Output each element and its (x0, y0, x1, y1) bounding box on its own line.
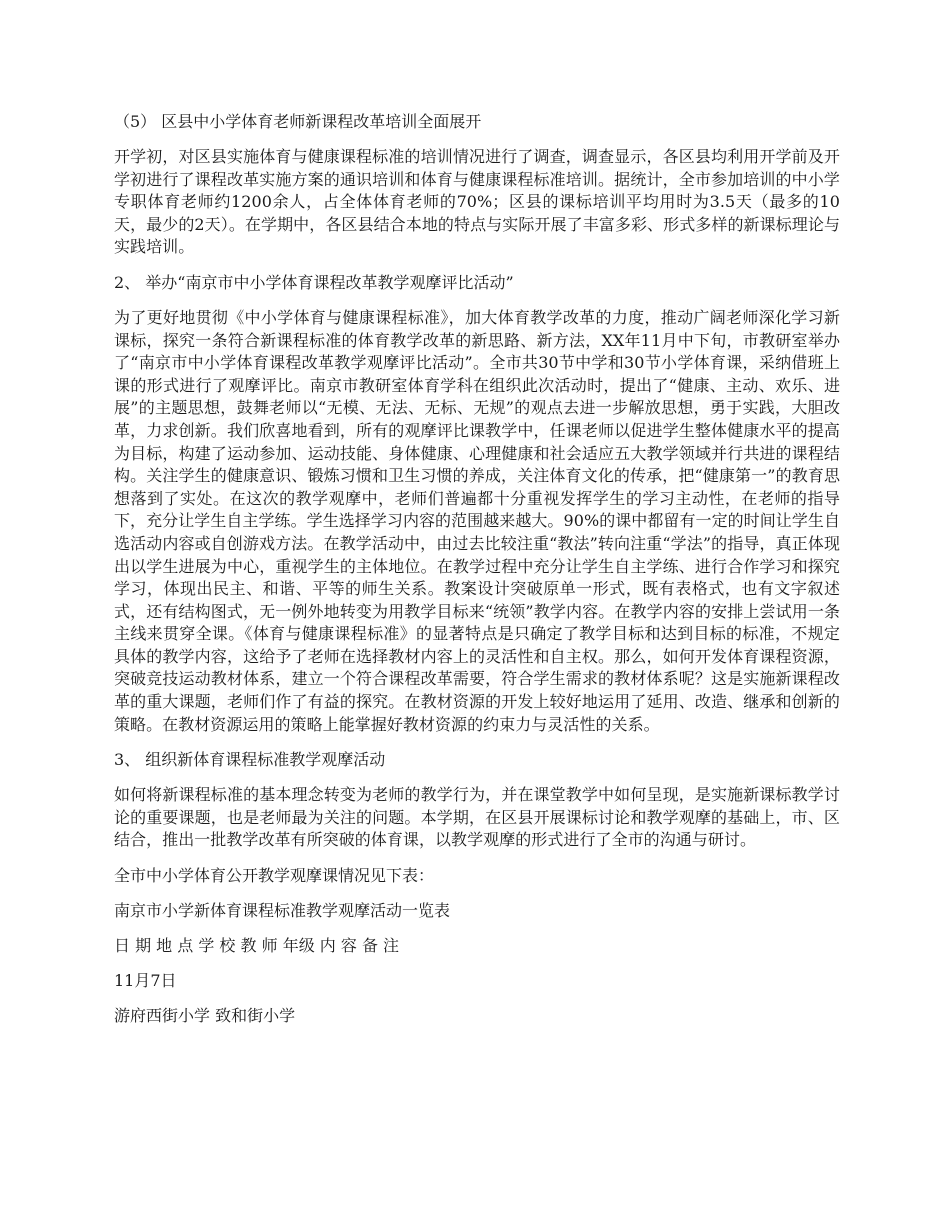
document-page (114, 110, 840, 1039)
section-2-paragraph: 为了更好地贯彻《中小学体育与健康课程标准》，加大体育教学改革的力度，推动广阔老师深化学习新课标，探究一条符合新课程标准的体育教学改革的新思路、新方法，XX年11月中下旬，市教研室举办了“南京市中小学体育课程改革教学观摩评比活动”。全市共30节中学和30节小学体育课，采纳借班上课的形式进行了观摩评比。南京市教研室体育学科在组织此次活动时，提出了“健康、主动、欢乐、进展”的主题思想，鼓舞老师以“无模、无法、无标、无规”的观点去进一步解放思想，勇于实践，大胆改革，力求创新。我们欣喜地看到，所有的观摩评比课教学中，任课老师以促进学生整体健康水平的提高为目标，构建了运动参加、运动技能、身体健康、心理健康和社会适应五大教学领域并行共进的课程结构。关注学生的健康意识、锻炼习惯和卫生习惯的养成，关注体育文化的传承，把“健康第一”的教育思想落到了实处。在这次的教学观摩中，老师们普遍都十分重视发挥学生的学习主动性，在老师的指导下，充分让学生自主学练。学生选择学习内容的范围越来越大。90%的课中都留有一定的时间让学生自选活动内容或自创游戏方法。在教学活动中，由过去比较注重“教法”转向注重“学法”的指导，真正体现出以学生进展为中心，重视学生的主体地位。在教学过程中充分让学生自主学练、进行合作学习和探究学习，体现出民主、和谐、平等的师生关系。教案设计突破原单一形式，既有表格式，也有文字叙述式，还有结构图式，无一例外地转变为用教学目标来“统领”教学内容。在教学内容的安排上尝试用一条主线来贯穿全课。《体育与健康课程标准》的显著特点是只确定了教学目标和达到目标的标准，不规定具体的教学内容，这给予了老师在选择教材内容上的灵活性和自主权。那么，如何开发体育课程资源，突破竞技运动教材体系，建立一个符合课程改革需要，符合学生需求的教材体系呢？这是实施新课程改革的重大课题，老师们作了有益的探究。在教材资源的开发上较好地运用了延用、改造、继承和创新的策略。在教材资源运用的策略上能掌握好教材资源的约束力与灵活性的关系。 (114, 307, 840, 734)
section-3-paragraph: 如何将新课程标准的基本理念转变为老师的教学行为，并在课堂教学中如何呈现，是实施新课标教学讨论的重要课题，也是老师最为关注的问题。本学期，在区县开展课标讨论和教学观摩的基础上，市、区结合，推出一批教学改革有所突破的体育课，以教学观摩的形式进行了全市的沟通与研讨。 (114, 785, 840, 850)
table-header-row: 日 期 地 点 学 校 教 师 年级 内 容 备 注 (114, 936, 400, 956)
table-row-date: 11月7日 (114, 971, 177, 991)
section-5-paragraph: 开学初，对区县实施体育与健康课程标准的培训情况进行了调查，调查显示，各区县均利用开学前及开学初进行了课程改革实施方案的通识培训和体育与健康课程标准培训。据统计，全市参加培训的中小学专职体育老师约1200余人，占全体体育老师的70%；区县的课标培训平均用时为3.5天（最多的10天，最少的2天）。在学期中，各区县结合本地的特点与实际开展了丰富多彩、形式多样的新课标理论与实践培训。 (114, 147, 840, 257)
section-2-heading: 2、 举办“南京市中小学体育课程改革教学观摩评比活动” (114, 272, 514, 292)
table-title: 南京市小学新体育课程标准教学观摩活动一览表 (114, 901, 451, 921)
table-row-place: 游府西街小学 致和街小学 (114, 1006, 296, 1026)
section-5-heading: （5） 区县中小学体育老师新课程改革培训全面展开 (114, 112, 482, 131)
section-3-heading: 3、 组织新体育课程标准教学观摩活动 (114, 750, 386, 770)
table-intro-text: 全市中小学体育公开教学观摩课情况见下表： (114, 866, 435, 886)
